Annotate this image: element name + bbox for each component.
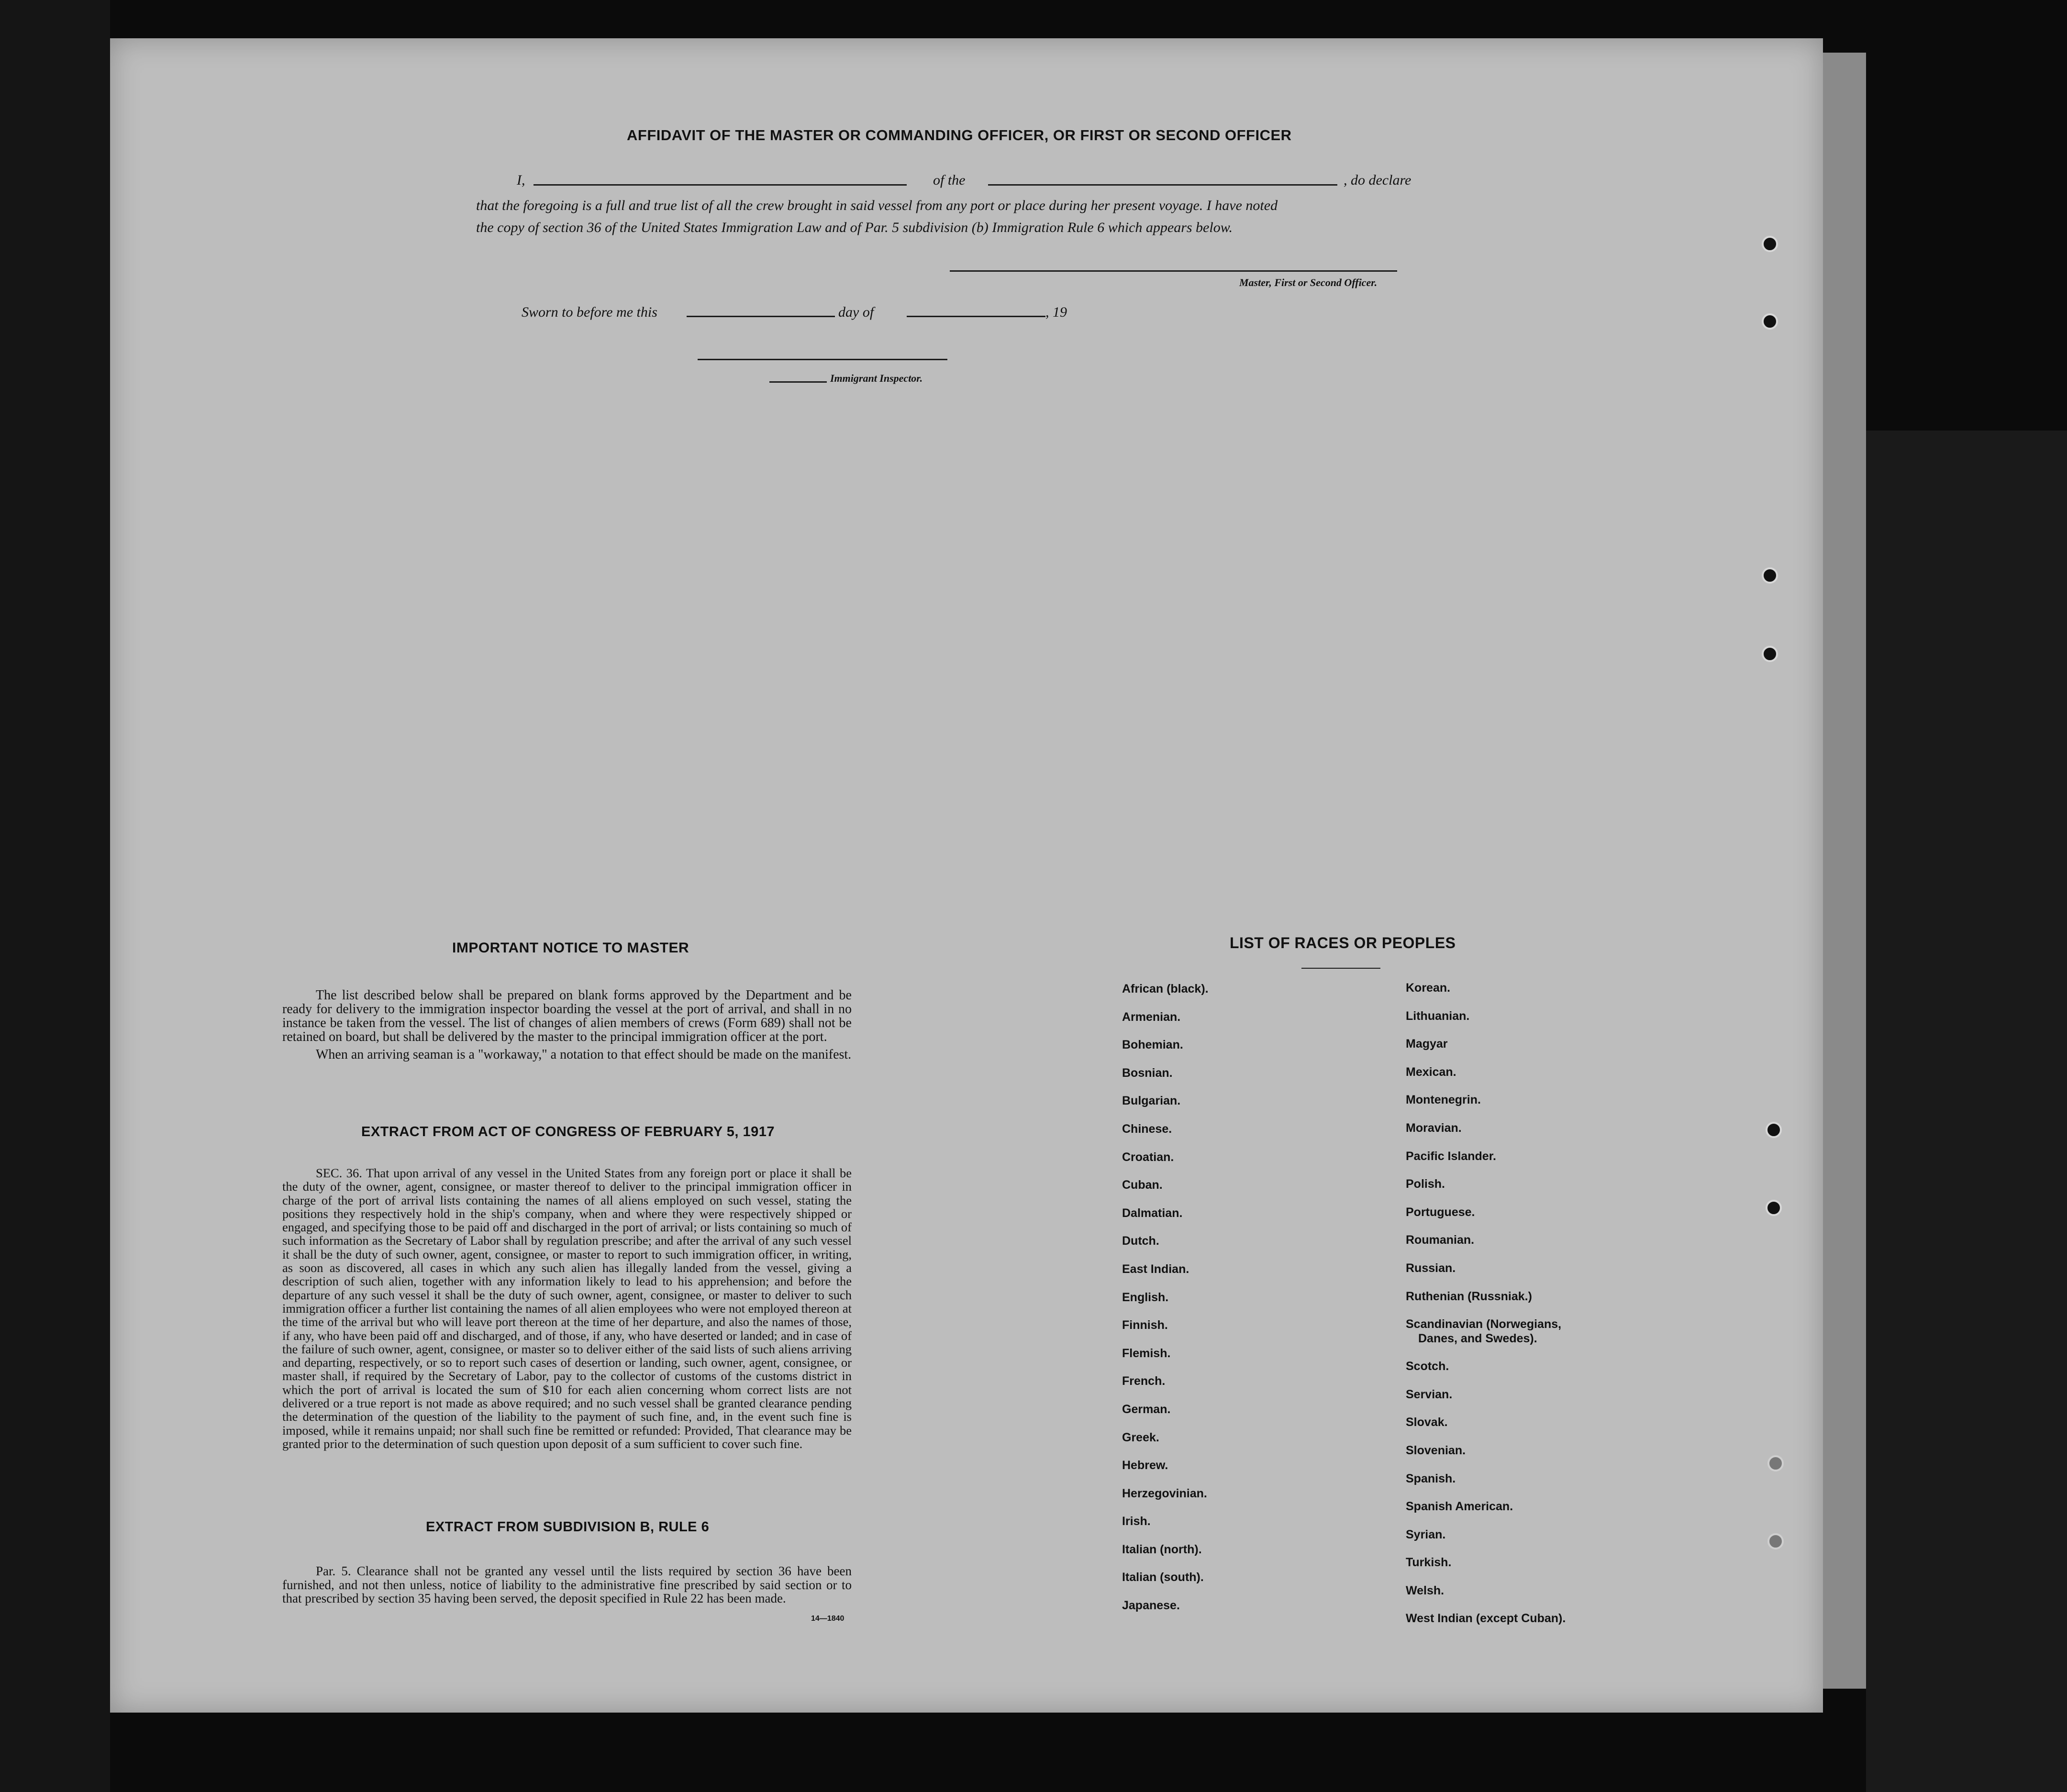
notice-heading: IMPORTANT NOTICE TO MASTER [452, 940, 689, 956]
act-extract-heading: EXTRACT FROM ACT OF CONGRESS OF FEBRUARY 5, 1917 [361, 1124, 775, 1139]
races-column-2 [1406, 981, 1566, 1639]
race-item: Bohemian. [1122, 1038, 1183, 1052]
race-item: Scotch. [1406, 1360, 1449, 1373]
form-number: 14—1840 [811, 1615, 845, 1623]
rule-extract-heading: EXTRACT FROM SUBDIVISION B, RULE 6 [426, 1519, 710, 1535]
races-heading: LIST OF RACES OR PEOPLES [1230, 934, 1456, 951]
race-item: Russian. [1406, 1261, 1456, 1275]
race-item: Magyar [1406, 1037, 1448, 1051]
race-item: Finnish. [1122, 1318, 1168, 1332]
race-item: Syrian. [1406, 1527, 1446, 1541]
punch-hole [1766, 1200, 1782, 1216]
name-blank [533, 184, 907, 186]
notice-paragraph-2: When an arriving seaman is a "workaway," a notation to that effect should be made on the manifest. [316, 1047, 852, 1062]
race-item: Chinese. [1122, 1122, 1172, 1136]
race-item: Ruthenian (Russniak.) [1406, 1289, 1532, 1303]
race-item: Spanish. [1406, 1471, 1456, 1485]
race-item: Roumanian. [1406, 1233, 1475, 1247]
race-item: Moravian. [1406, 1121, 1462, 1135]
act-extract-text: SEC. 36. That upon arrival of any vessel in the United States from any foreign port or place it shall be the duty of the owner, agent, consignee, or master thereof to deliver to the principal immigration officer in charge of the port of arrival lists containing the names of all aliens employed on such vessel, stating the positions they respectively hold in the ship's company, when and where they were respectively shipped or engaged, and specifying those to be paid off and discharged in the port of arrival; or lists containing so much of such information as the Secretary of Labor shall by regulation prescribe; and after the arrival of any such vessel it shall be the duty of such owner, agent, consignee, or master to report to such immigration officer, in writing, as soon as discovered, all cases in which any such alien has illegally landed from the vessel, giving a description of such alien, together with any information likely to lead to his apprehension; and before the departure of any such vessel it shall be the duty of such owner, agent, consignee, or master to deliver to such immigration officer a further list containing the names of all alien employees who were not employed thereon at the time of the arrival but who will leave port thereon at the time of her departure, and also the names of those, if any, who have been paid off and discharged, and of those, if any, who have deserted or landed; and in case of the failure of such owner, agent, consignee, or master so to deliver either of the said lists of such aliens arriving and departing, respectively, or so to report such cases of desertion or landing, such owner, agent, consignee, or master shall, if required by the Secretary of Labor, pay to the collector of customs of the customs district in which the port of arrival is located the sum of $10 for each alien concerning whom correct lists are not delivered or a true report is not made as above required; and no such vessel shall be granted clearance pending the determination of the question of the liability to the payment of such fine, and, in the event such fine is imposed, while it remains unpaid; nor shall such fine be remitted or refunded: Provided, That clearance may be granted prior to the determination of such question upon deposit of a sum sufficient to cover such fine. [282, 1166, 852, 1451]
binding-edge [0, 0, 110, 1792]
master-signature-label: Master, First or Second Officer. [1239, 277, 1378, 288]
sworn-day-blank [687, 316, 835, 317]
race-item: Slovak. [1406, 1416, 1448, 1429]
races-column-1 [1122, 982, 1209, 1626]
race-item: Hebrew. [1122, 1459, 1168, 1472]
punch-hole [1762, 646, 1778, 662]
race-item: French. [1122, 1374, 1166, 1388]
notice-paragraph-1: The list described below shall be prepared on blank forms approved by the Department and be ready for delivery to the immigration inspector boarding the vessel at the port of arrival, and shall in no instance be taken from the vessel. The list of changes of alien members of crews (Form 689) shall not be retained on board, but shall be delivered by the master to the principal immigration officer at the port. [282, 988, 852, 1044]
race-item: Polish. [1406, 1177, 1445, 1191]
affidavit-line1-suffix: , do declare [1344, 172, 1411, 188]
notice-body [282, 988, 852, 1062]
race-item: Italian (south). [1122, 1571, 1204, 1584]
race-item: Portuguese. [1406, 1205, 1475, 1219]
punch-hole [1767, 1533, 1784, 1549]
race-item: Slovenian. [1406, 1443, 1466, 1457]
race-item: Flemish. [1122, 1346, 1171, 1360]
sworn-day-label: day of [838, 304, 874, 320]
race-item: Japanese. [1122, 1599, 1180, 1613]
race-item: Irish. [1122, 1515, 1151, 1528]
race-item: Pacific Islander. [1406, 1149, 1496, 1163]
race-item: Bulgarian. [1122, 1094, 1181, 1108]
race-item: Korean. [1406, 981, 1451, 995]
race-item: Montenegrin. [1406, 1093, 1481, 1107]
sworn-month-blank [907, 316, 1045, 317]
race-item: East Indian. [1122, 1262, 1189, 1276]
race-item: Armenian. [1122, 1010, 1181, 1024]
race-item: Lithuanian. [1406, 1009, 1470, 1023]
race-item: Croatian. [1122, 1150, 1174, 1164]
punch-hole [1762, 236, 1778, 252]
race-item: Mexican. [1406, 1065, 1456, 1079]
race-item: Turkish. [1406, 1556, 1452, 1570]
form-page [110, 38, 1823, 1713]
race-item: Bosnian. [1122, 1066, 1173, 1080]
affidavit-line1-prefix: I, [517, 172, 525, 188]
punch-hole [1762, 567, 1778, 584]
punch-hole [1762, 313, 1778, 330]
races-heading-rule [1301, 968, 1380, 969]
inspector-dash [769, 381, 827, 383]
sworn-year: , 19 [1045, 304, 1067, 320]
race-item: Greek. [1122, 1430, 1159, 1444]
race-item: Cuban. [1122, 1178, 1163, 1192]
sworn-prefix: Sworn to before me this [522, 304, 657, 320]
race-item: Servian. [1406, 1387, 1453, 1401]
race-item: West Indian (except Cuban). [1406, 1612, 1566, 1626]
rule-extract-text: Par. 5. Clearance shall not be granted any vessel until the lists required by section 36 have been furnished, and not then unless, notice of liability to the administrative fine prescribed by said section or to that prescribed by section 35 having been served, the deposit specified in Rule 22 has been made. [282, 1564, 852, 1605]
punch-hole [1767, 1455, 1784, 1471]
vessel-blank [988, 184, 1337, 186]
race-item: English. [1122, 1290, 1169, 1304]
inspector-label: Immigrant Inspector. [830, 372, 923, 384]
race-item: Dalmatian. [1122, 1206, 1183, 1220]
master-signature-blank [950, 270, 1397, 272]
race-item: Scandinavian (Norwegians, [1406, 1317, 1562, 1331]
act-extract-body [282, 1166, 852, 1450]
race-item: Spanish American. [1406, 1500, 1513, 1514]
affidavit-line3: the copy of section 36 of the United States Immigration Law and of Par. 5 subdivision (b) Immigration Rule 6 which appears below. [476, 220, 1233, 235]
page-edge [1823, 53, 1866, 1689]
punch-hole [1766, 1122, 1782, 1138]
inspector-signature-blank [698, 359, 947, 360]
race-item: African (black). [1122, 982, 1209, 996]
backdrop [1866, 431, 2067, 1792]
affidavit-line2: that the foregoing is a full and true list of all the crew brought in said vessel from any port or place during her present voyage. I have noted [476, 198, 1278, 213]
race-item: Welsh. [1406, 1583, 1445, 1597]
race-item: Herzegovinian. [1122, 1486, 1207, 1500]
race-item: German. [1122, 1402, 1171, 1416]
race-item: Dutch. [1122, 1234, 1159, 1248]
rule-extract-body [282, 1564, 852, 1605]
race-item: Italian (north). [1122, 1542, 1202, 1556]
affidavit-heading: AFFIDAVIT OF THE MASTER OR COMMANDING OFFICER, OR FIRST OR SECOND OFFICER [627, 127, 1292, 144]
affidavit-line1-mid: of the [933, 172, 966, 188]
race-item: Danes, and Swedes). [1418, 1332, 1537, 1346]
